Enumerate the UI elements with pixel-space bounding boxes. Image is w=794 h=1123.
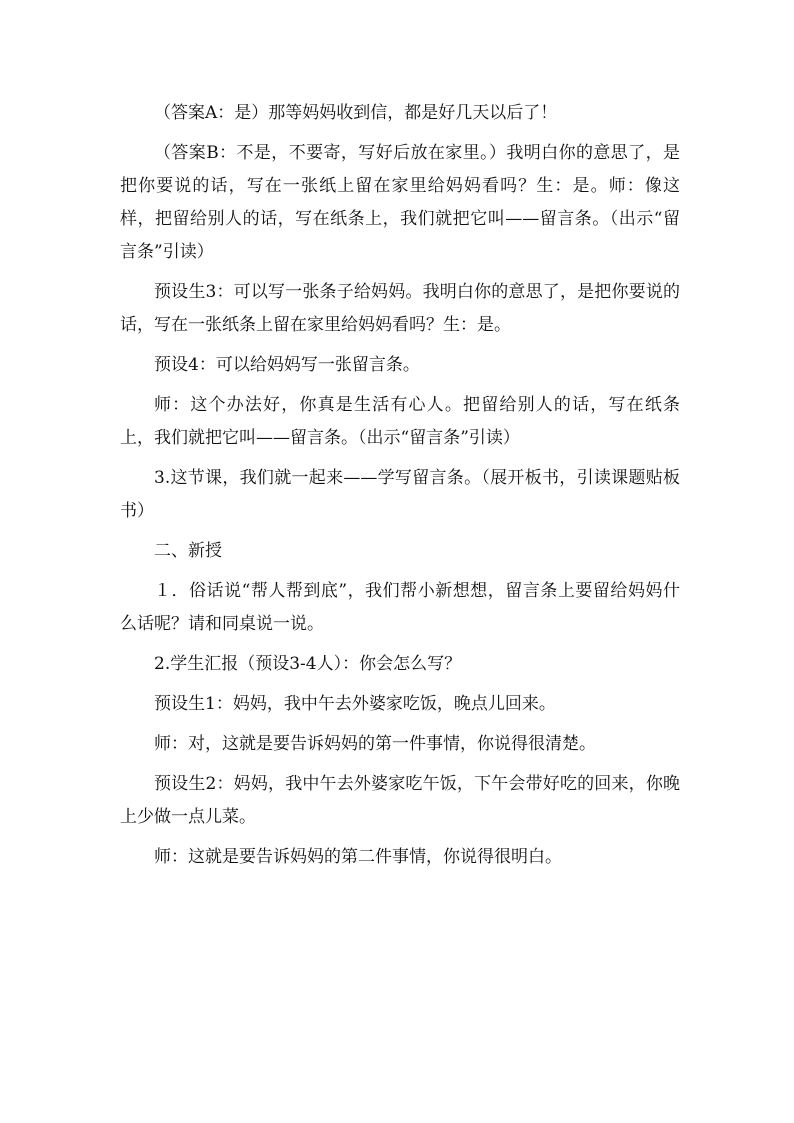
paragraph-answer-b: （答案B：不是，不要寄，写好后放在家里。）我明白你的意思了，是把你要说的话，写在一张纸上留在家里给妈妈看吗？生：是。师：像这样，把留给别人的话，写在纸条上，我们就把它叫——留言条。（出示“留言条”引读） [120,143,680,262]
document-body [120,97,680,874]
paragraph-lesson-intro: 3.这节课，我们就一起来——学写留言条。（展开板书，引读课题贴板书） [120,468,680,521]
paragraph-preset-student-1: 预设生1：妈妈，我中午去外婆家吃饭，晚点儿回来。 [154,694,556,714]
paragraph-answer-a: （答案A：是）那等妈妈收到信，都是好几天以后了！ [154,103,558,123]
paragraph-teacher-comment: 师：这个办法好，你真是生活有心人。把留给别人的话，写在纸条上，我们就把它叫——留言条。（出示“留言条”引读） [120,395,680,448]
paragraph-step-2: 2.学生汇报（预设3-4人）：你会怎么写？ [154,654,462,674]
paragraph-step-1: １．俗话说“帮人帮到底”，我们帮小新想想，留言条上要留给妈妈什么话呢？请和同桌说一说。 [120,581,680,634]
paragraph-teacher-second-item: 师：这就是要告诉妈妈的第二件事情，你说得很明白。 [154,847,562,867]
paragraph-preset-4: 预设4：可以给妈妈写一张留言条。 [154,355,420,375]
section-heading-new-lesson: 二、新授 [154,541,222,561]
paragraph-teacher-first-item: 师：对，这就是要告诉妈妈的第一件事情，你说得很清楚。 [154,734,596,754]
paragraph-preset-student-2: 预设生2：妈妈，我中午去外婆家吃午饭，下午会带好吃的回来，你晚上少做一点儿菜。 [120,774,680,827]
paragraph-preset-student-3: 预设生3：可以写一张条子给妈妈。我明白你的意思了，是把你要说的话，写在一张纸条上留在家里给妈妈看吗？生：是。 [120,282,680,335]
